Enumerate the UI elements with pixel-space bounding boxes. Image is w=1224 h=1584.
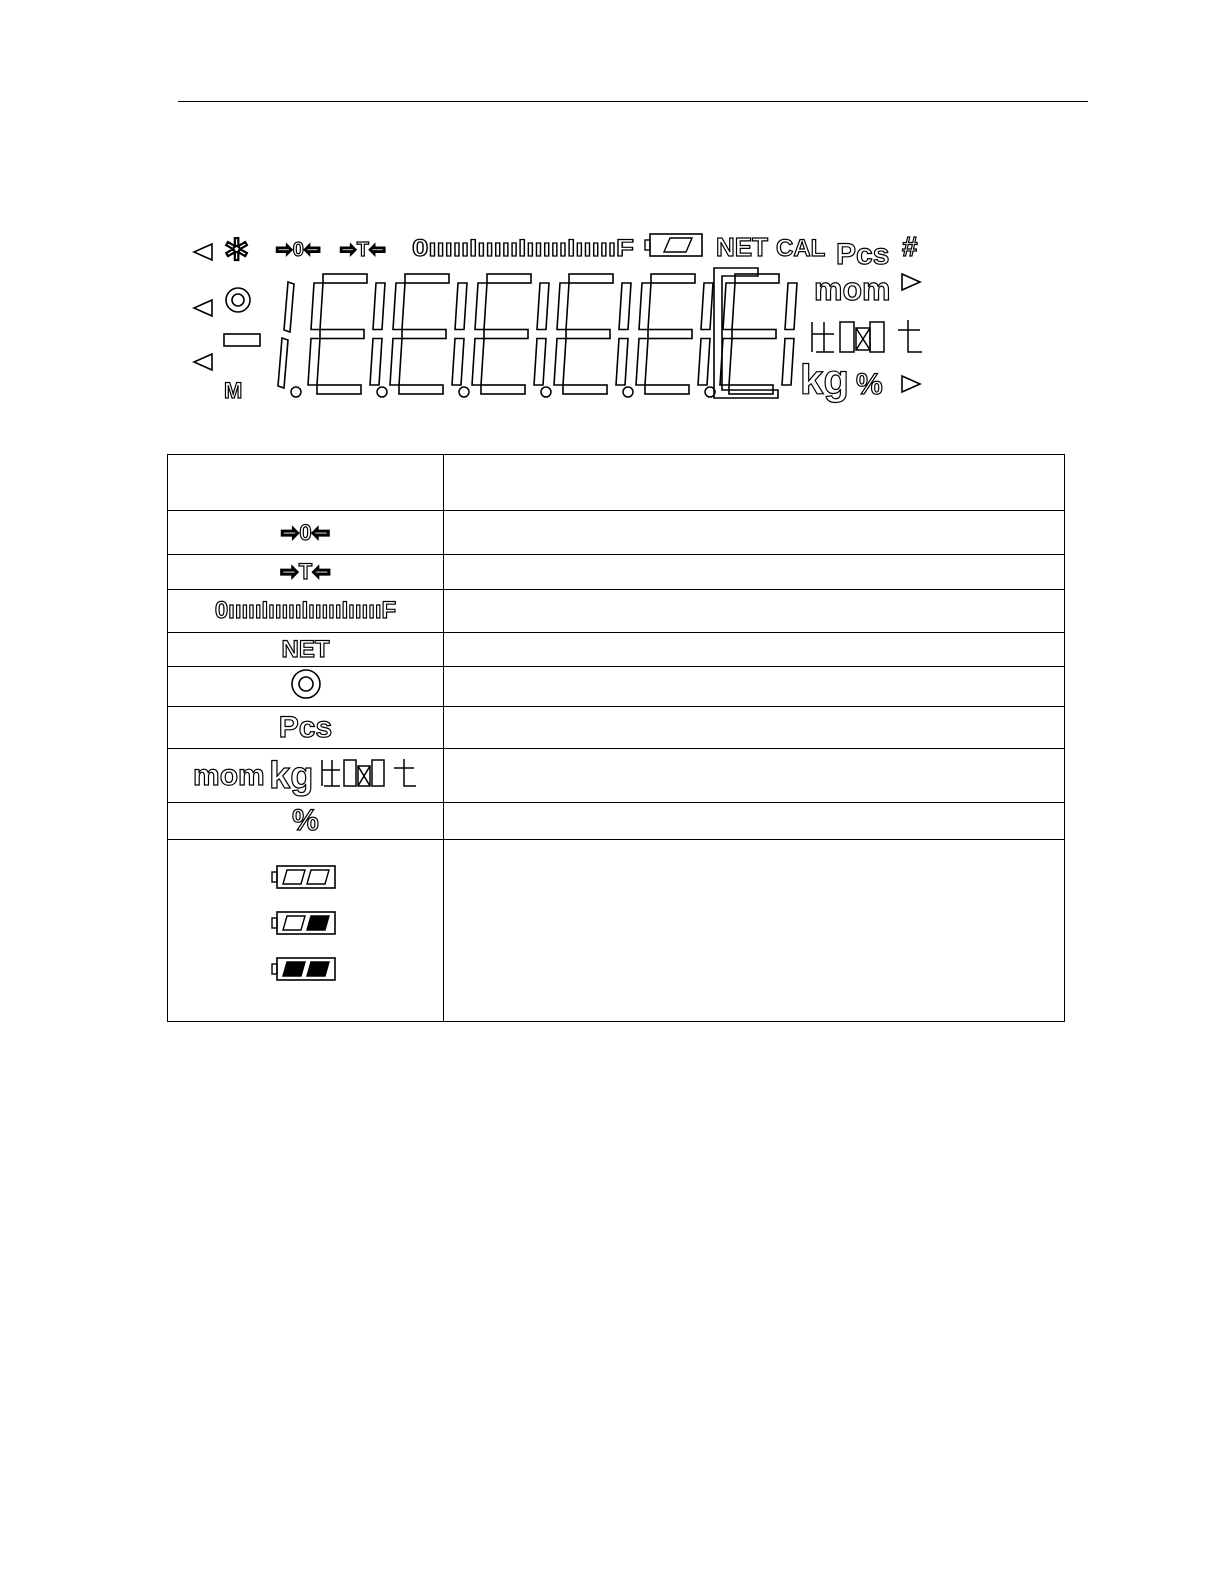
digit-segment bbox=[782, 339, 794, 386]
kg-symbol: kg bbox=[269, 754, 314, 797]
net-symbol-cell bbox=[168, 633, 444, 667]
percent-description bbox=[444, 803, 1065, 840]
bar-scale: 0ıııııIıııııIıııııIıııııF bbox=[412, 235, 634, 262]
digit-segment bbox=[557, 283, 569, 330]
digit-segment bbox=[393, 283, 405, 330]
digit-segment bbox=[308, 339, 320, 386]
bar-scale-symbol-cell bbox=[168, 590, 444, 633]
table-row bbox=[168, 667, 1065, 707]
net-description bbox=[444, 633, 1065, 667]
percent-symbol-cell bbox=[168, 803, 444, 840]
table-row bbox=[168, 511, 1065, 555]
zero-symbol: ⇨0⇦ bbox=[280, 519, 331, 545]
digit-segment bbox=[636, 339, 648, 386]
digit-segment bbox=[487, 274, 531, 283]
right-arrow-icon bbox=[902, 274, 920, 290]
stable-circle-icon bbox=[289, 667, 323, 706]
percent-symbol: % bbox=[292, 804, 319, 837]
star-icon: ✲ bbox=[224, 234, 250, 267]
digit-segment bbox=[317, 385, 361, 394]
units-description bbox=[444, 749, 1065, 803]
unit-segment-cluster bbox=[812, 320, 922, 352]
digit-segment bbox=[481, 385, 525, 394]
digit-segment bbox=[645, 385, 689, 394]
digit-segment bbox=[484, 330, 528, 339]
digit-segment bbox=[732, 330, 776, 339]
table-row bbox=[168, 633, 1065, 667]
digit-segment bbox=[698, 339, 710, 386]
table-header-symbol bbox=[168, 455, 444, 511]
stable-symbol-cell bbox=[168, 667, 444, 707]
digit-segment bbox=[402, 330, 446, 339]
percent-label: % bbox=[856, 368, 883, 401]
left-arrow-icon bbox=[194, 300, 212, 316]
digit-segment bbox=[370, 339, 382, 386]
tare-description bbox=[444, 555, 1065, 590]
digit-segment bbox=[554, 339, 566, 386]
leading-one-digit bbox=[278, 282, 294, 388]
left-arrow-icon bbox=[194, 244, 212, 260]
digit-segment bbox=[569, 274, 613, 283]
table-row bbox=[168, 707, 1065, 749]
table-row bbox=[168, 840, 1065, 1022]
hash-icon: # bbox=[902, 231, 918, 262]
digit-segment bbox=[616, 339, 628, 386]
digit-segment bbox=[373, 283, 385, 330]
pcs-label: Pcs bbox=[836, 238, 890, 271]
battery-icon bbox=[645, 234, 702, 256]
memory-label: M bbox=[224, 378, 243, 403]
table-row bbox=[168, 590, 1065, 633]
battery-empty-icon bbox=[168, 862, 443, 908]
battery-full-icon bbox=[168, 954, 443, 1000]
pcs-symbol: Pcs bbox=[278, 710, 333, 744]
digit-segment bbox=[566, 330, 610, 339]
net-label: NET bbox=[716, 232, 768, 262]
minus-segment bbox=[224, 334, 260, 346]
digit-segment bbox=[639, 283, 651, 330]
digit-segment bbox=[701, 283, 713, 330]
tare-symbol-cell bbox=[168, 555, 444, 590]
bar-scale-symbol: 0ıııııIıııııIıııııIıııııF bbox=[214, 597, 397, 624]
digit-segment bbox=[452, 339, 464, 386]
digit-segment bbox=[323, 274, 367, 283]
digit-segment bbox=[723, 283, 735, 330]
digit-segment bbox=[390, 339, 402, 386]
pcs-description bbox=[444, 707, 1065, 749]
zero-description bbox=[444, 511, 1065, 555]
digit-group bbox=[308, 274, 797, 397]
table-row bbox=[168, 749, 1065, 803]
kg-label: kg bbox=[800, 356, 850, 403]
decimal-point bbox=[541, 387, 551, 397]
digit-segment bbox=[320, 330, 364, 339]
digit-segment bbox=[785, 283, 797, 330]
symbol-legend-table bbox=[167, 454, 1065, 1022]
table-row bbox=[168, 555, 1065, 590]
table-header-description bbox=[444, 455, 1065, 511]
digit-segment bbox=[619, 283, 631, 330]
battery-symbol-cell bbox=[168, 840, 444, 1022]
units-symbol-cell bbox=[168, 749, 444, 803]
decimal-point bbox=[459, 387, 469, 397]
stable-description bbox=[444, 667, 1065, 707]
digit-segment bbox=[534, 339, 546, 386]
decimal-point bbox=[623, 387, 633, 397]
header-rule bbox=[178, 101, 1088, 102]
battery-description bbox=[444, 840, 1065, 1022]
table-header-row bbox=[168, 455, 1065, 511]
cal-label: CAL bbox=[776, 235, 826, 262]
zero-symbol-cell bbox=[168, 511, 444, 555]
digit-segment bbox=[311, 283, 323, 330]
right-arrow-icon bbox=[902, 376, 920, 392]
mom-label: mom bbox=[814, 271, 891, 307]
table-row bbox=[168, 803, 1065, 840]
pcs-symbol-cell bbox=[168, 707, 444, 749]
digit-segment bbox=[455, 283, 467, 330]
decimal-point bbox=[377, 387, 387, 397]
digit-segment bbox=[648, 330, 692, 339]
digit-segment bbox=[405, 274, 449, 283]
digit-segment bbox=[475, 283, 487, 330]
net-symbol: NET bbox=[281, 635, 330, 663]
digit-segment bbox=[399, 385, 443, 394]
digit-segment bbox=[651, 274, 695, 283]
decimal-point bbox=[291, 387, 301, 397]
tare-marker: ⇨T⇦ bbox=[340, 239, 386, 261]
tare-symbol: ⇨T⇦ bbox=[280, 559, 331, 584]
mom-symbol: mom bbox=[193, 758, 265, 792]
stable-circle-icon bbox=[226, 288, 250, 312]
lcd-display-diagram bbox=[180, 222, 940, 412]
digit-segment bbox=[472, 339, 484, 386]
battery-half-icon bbox=[168, 908, 443, 954]
zero-marker: ⇨0⇦ bbox=[276, 239, 321, 261]
digit-segment bbox=[537, 283, 549, 330]
unit-segment-icon bbox=[318, 756, 418, 795]
left-arrow-icon bbox=[194, 354, 212, 370]
bar-scale-description bbox=[444, 590, 1065, 633]
digit-segment bbox=[563, 385, 607, 394]
